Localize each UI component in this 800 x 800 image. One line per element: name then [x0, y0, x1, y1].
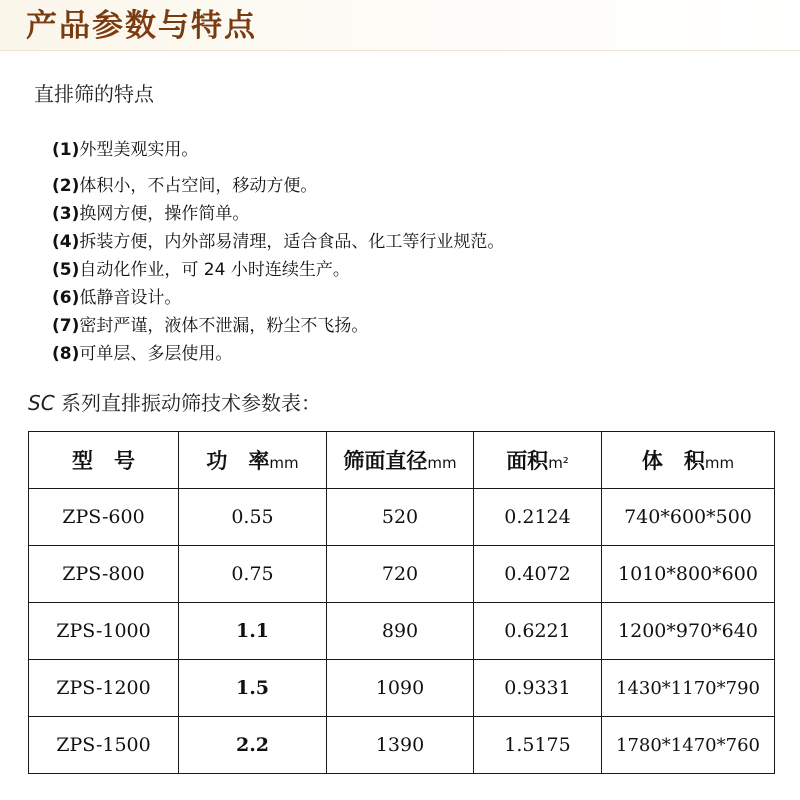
cell-power: 1.1 [179, 603, 327, 660]
feature-text: 自动化作业，可 24 小时连续生产。 [79, 260, 350, 280]
cell-diameter: 520 [327, 489, 474, 546]
header-screen-diameter [327, 432, 474, 489]
cell-power: 1.5 [179, 660, 327, 717]
cell-area: 0.4072 [474, 546, 602, 603]
cell-power: 0.75 [179, 546, 327, 603]
title-banner [0, 0, 800, 51]
table-row [29, 546, 775, 603]
feature-number: (7) [52, 316, 80, 336]
feature-number: (8) [52, 344, 80, 364]
feature-item-3 [52, 200, 792, 228]
feature-text: 密封严谨，液体不泄漏，粉尘不飞扬。 [79, 316, 369, 336]
feature-text: 换网方便，操作简单。 [79, 204, 250, 224]
cell-volume: 1430*1170*790 [602, 660, 775, 717]
header-label: 型 号 [72, 449, 135, 473]
table-row [29, 489, 775, 546]
header-area [474, 432, 602, 489]
cell-area: 1.5175 [474, 717, 602, 774]
header-volume [602, 432, 775, 489]
feature-number: (1) [52, 140, 80, 160]
parameters-table [28, 431, 775, 774]
cell-diameter: 890 [327, 603, 474, 660]
header-label: 筛面直径 [343, 449, 428, 473]
header-power [179, 432, 327, 489]
feature-number: (4) [52, 232, 80, 252]
cell-model: ZPS-1200 [29, 660, 179, 717]
table-row [29, 603, 775, 660]
header-unit: m² [548, 454, 569, 472]
cell-diameter: 1090 [327, 660, 474, 717]
cell-power: 2.2 [179, 717, 327, 774]
feature-item-1 [52, 136, 792, 164]
cell-volume: 740*600*500 [602, 489, 775, 546]
feature-item-2 [52, 172, 792, 200]
table-row [29, 660, 775, 717]
banner-title: 产品参数与特点 [26, 8, 257, 44]
feature-text: 体积小，不占空间，移动方便。 [79, 176, 318, 196]
feature-number: (3) [52, 204, 80, 224]
header-label: 面积 [506, 449, 549, 473]
table-row [29, 717, 775, 774]
feature-number: (5) [52, 260, 80, 280]
header-label: 功 率 [206, 449, 270, 473]
feature-item-6 [52, 284, 792, 312]
cell-model: ZPS-1000 [29, 603, 179, 660]
header-unit: mm [427, 454, 457, 472]
cell-diameter: 1390 [327, 717, 474, 774]
table-title-text: 系列直排振动筛技术参数表： [54, 391, 322, 415]
table-title-series: SC [28, 391, 55, 415]
cell-model: ZPS-1500 [29, 717, 179, 774]
header-unit: mm [269, 454, 299, 472]
cell-model: ZPS-800 [29, 546, 179, 603]
feature-text: 外型美观实用。 [79, 140, 199, 160]
cell-volume: 1200*970*640 [602, 603, 775, 660]
cell-area: 0.2124 [474, 489, 602, 546]
feature-item-4 [52, 228, 792, 256]
header-label: 体 积 [641, 449, 705, 473]
feature-item-8 [52, 340, 792, 368]
feature-number: (2) [52, 176, 80, 196]
cell-diameter: 720 [327, 546, 474, 603]
feature-item-5 [52, 256, 792, 284]
header-unit: mm [704, 454, 735, 472]
cell-volume: 1780*1470*760 [602, 717, 775, 774]
cell-area: 0.6221 [474, 603, 602, 660]
feature-item-7 [52, 312, 792, 340]
feature-number: (6) [52, 288, 80, 308]
features-heading: 直排筛的特点 [34, 82, 154, 106]
table-title [28, 388, 321, 418]
feature-text: 拆装方便，内外部易清理，适合食品、化工等行业规范。 [79, 232, 505, 252]
features-list [52, 136, 792, 368]
cell-power: 0.55 [179, 489, 327, 546]
feature-text: 低静音设计。 [79, 288, 182, 308]
header-model [29, 432, 179, 489]
feature-text: 可单层、多层使用。 [79, 344, 233, 364]
cell-volume: 1010*800*600 [602, 546, 775, 603]
cell-area: 0.9331 [474, 660, 602, 717]
cell-model: ZPS-600 [29, 489, 179, 546]
table-header-row [29, 432, 775, 489]
